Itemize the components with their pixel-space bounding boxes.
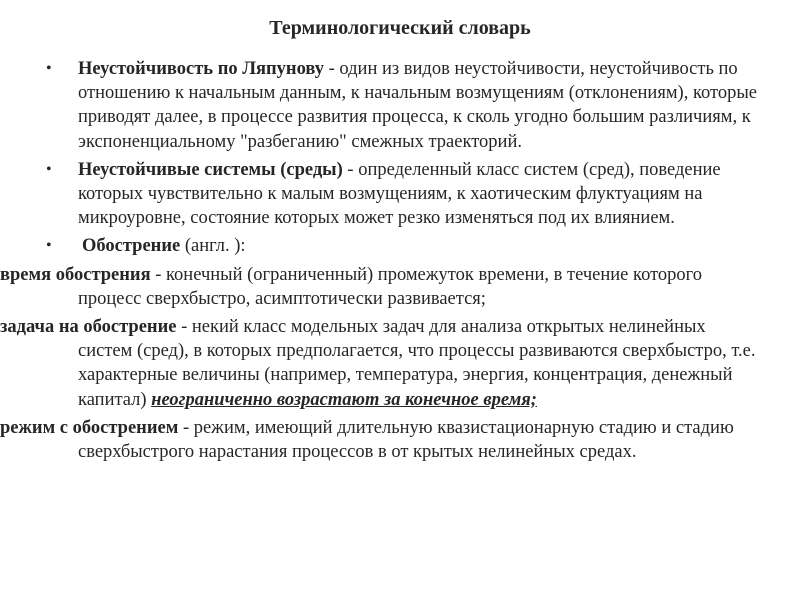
glossary-subentry-peaking-regime (0, 416, 760, 464)
glossary-entry-lyapunov-instability (48, 57, 760, 154)
definition-text: - конечный (ограниченный) промежуток времени, в течение которого процесс сверхбыстро, асимптотически развивается; (78, 264, 703, 309)
definition-text: - некий класс модельных задач для анализа открытых нелинейных систем (сред), в которых предполагается, что процессы развиваются сверхбыстро, т.е. характерные величины (например, температура, энергия, концентрация, денежный капитал) (78, 317, 756, 410)
page-title: Терминологический словарь (269, 17, 531, 39)
glossary-subentry-peaking-time (0, 263, 760, 311)
glossary-entry-unstable-systems (48, 158, 760, 231)
glossary-entry-peaking (48, 234, 760, 258)
glossary-content (0, 57, 760, 468)
emphasized-text: неограниченно возрастают за конечное время; (151, 389, 537, 410)
bullet-icon: • (46, 60, 52, 77)
definition-text: - определенный класс систем (сред), поведение которых чувствительно к малым возмущениям, к хаотическим флуктуациям на микроуровне, состояние которых может резко изменяться под их влиянием. (78, 159, 721, 229)
term: режим с обострением (0, 417, 179, 438)
term: время обострения (0, 264, 151, 285)
definition-text: - режим, имеющий длительную квазистационарную стадию и стадию сверхбыстрого нарастания процессов в от крытых нелинейных средах. (78, 417, 734, 463)
glossary-subentry-peaking-problem (0, 315, 760, 412)
term: задача на обострение (0, 317, 177, 338)
term: Обострение (82, 236, 181, 257)
bullet-icon: • (46, 237, 52, 255)
definition-text: (англ. ): (180, 236, 246, 257)
term: Неустойчивость по Ляпунову (78, 59, 324, 79)
definition-text: - один из видов неустойчивости, неустойчивость по отношению к начальным данным, к начальным возмущениям (отклонениям), которые приводят далее, в процессе развития процесса, к сколь угодно большим различиям, к экспоненциальному "разбеганию" смежных траекторий. (78, 59, 757, 152)
term: Неустойчивые системы (среды) (78, 159, 343, 180)
bullet-icon: • (46, 160, 52, 178)
